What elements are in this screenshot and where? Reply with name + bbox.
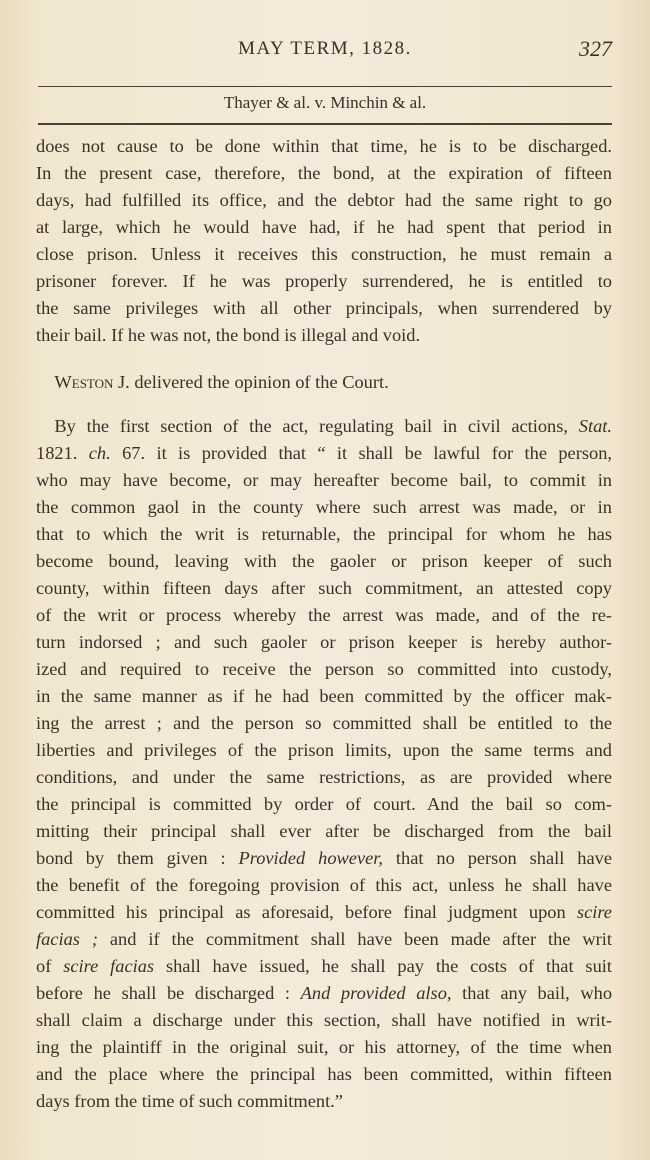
text-line: that to which the writ is returnable, the principal for whom he has — [36, 524, 612, 544]
italic-span: facias ; — [36, 929, 98, 949]
header-rule-bottom — [38, 123, 612, 125]
running-head — [0, 38, 650, 68]
text-line: conditions, and under the same restrictions, as are provided where — [36, 767, 612, 787]
italic-span: scire facias — [63, 956, 155, 976]
paragraph-gap — [36, 396, 612, 413]
text-line: In the present case, therefore, the bond, at the expiration of fifteen — [36, 163, 612, 183]
running-title: MAY TERM, 1828. — [238, 38, 412, 59]
text-line — [36, 980, 612, 1007]
text-line: the principal is committed by order of court. And the bail so com- — [36, 794, 612, 814]
case-title: Thayer & al. v. Minchin & al. — [223, 93, 427, 112]
italic-span: And provided also, — [300, 983, 452, 1003]
text-line: liberties and privileges of the prison limits, upon the same terms and — [36, 740, 612, 760]
text-line: turn indorsed ; and such gaoler or prison keeper is hereby author- — [36, 632, 612, 652]
text-line: prisoner forever. If he was properly surrendered, he is entitled to — [36, 271, 612, 291]
text-line: and the place where the principal has been committed, within fifteen — [36, 1064, 612, 1084]
text-span: committed his principal as aforesaid, before final judgment upon — [36, 902, 566, 922]
text-line: shall claim a discharge under this section, shall have notified in writ- — [36, 1010, 612, 1030]
text-span: before he shall be discharged : — [36, 983, 291, 1003]
text-span: and if the commitment shall have been made after the writ — [109, 929, 612, 949]
header-rule-top — [38, 86, 612, 87]
text-span: that no person shall have — [395, 848, 612, 868]
opinion-heading — [36, 369, 612, 396]
text-line: of the writ or process whereby the arrest was made, and of the re- — [36, 605, 612, 625]
text-span: 67. it is provided that “ it shall be lawful for the person, — [122, 443, 612, 463]
text-line — [36, 899, 612, 926]
text-line: the common gaol in the county where such arrest was made, or in — [36, 497, 612, 517]
text-line: become bound, leaving with the gaoler or prison keeper of such — [36, 551, 612, 571]
text-span: bond by them given : — [36, 848, 226, 868]
text-line: does not cause to be done within that time, he is to be discharged. — [36, 136, 612, 156]
italic-span: scire — [576, 902, 612, 922]
body-text — [36, 133, 612, 1115]
text-line: at large, which he would have had, if he had spent that period in — [36, 217, 612, 237]
text-line: county, within fifteen days after such commitment, an attested copy — [36, 578, 612, 598]
italic-span: Provided however, — [238, 848, 383, 868]
paragraph-gap — [36, 349, 612, 369]
text-span: that any bail, who — [462, 983, 613, 1003]
paragraph-argument — [36, 133, 612, 349]
text-line: mitting their principal shall ever after be discharged from the bail — [36, 821, 612, 841]
text-span: 1821. — [36, 443, 78, 463]
text-line: the benefit of the foregoing provision of this act, unless he shall have — [36, 875, 612, 895]
text-line: ized and required to receive the person so committed into custody, — [36, 659, 612, 679]
text-line — [36, 413, 612, 440]
italic-span: Stat. — [578, 416, 612, 436]
text-span: of — [36, 956, 52, 976]
text-line: the same privileges with all other principals, when surrendered by — [36, 298, 612, 318]
text-line: ing the arrest ; and the person so committed shall be entitled to the — [36, 713, 612, 733]
text-line — [36, 926, 612, 953]
text-line: days from the time of such commitment.” — [36, 1091, 343, 1111]
text-line: who may have become, or may hereafter become bail, to commit in — [36, 470, 612, 490]
italic-span: ch. — [88, 443, 111, 463]
judge-name: Weston — [54, 372, 114, 392]
text-line: days, had fulfilled its office, and the debtor had the same right to go — [36, 190, 612, 210]
text-line: their bail. If he was not, the bond is illegal and void. — [36, 325, 421, 345]
text-line: in the same manner as if he had been committed by the officer mak- — [36, 686, 612, 706]
text-line: close prison. Unless it receives this construction, he must remain a — [36, 244, 612, 264]
paragraph-opinion — [36, 413, 612, 1115]
page-number: 327 — [579, 36, 612, 61]
text-span: By the first section of the act, regulating bail in civil actions, — [54, 416, 569, 436]
text-span: shall have issued, he shall pay the costs of that suit — [165, 956, 612, 976]
text-line — [36, 845, 612, 872]
opinion-heading-text: J. delivered the opinion of the Court. — [118, 372, 389, 392]
text-line — [36, 440, 612, 467]
text-line: ing the plaintiff in the original suit, or his attorney, of the time when — [36, 1037, 612, 1057]
text-line — [36, 953, 612, 980]
